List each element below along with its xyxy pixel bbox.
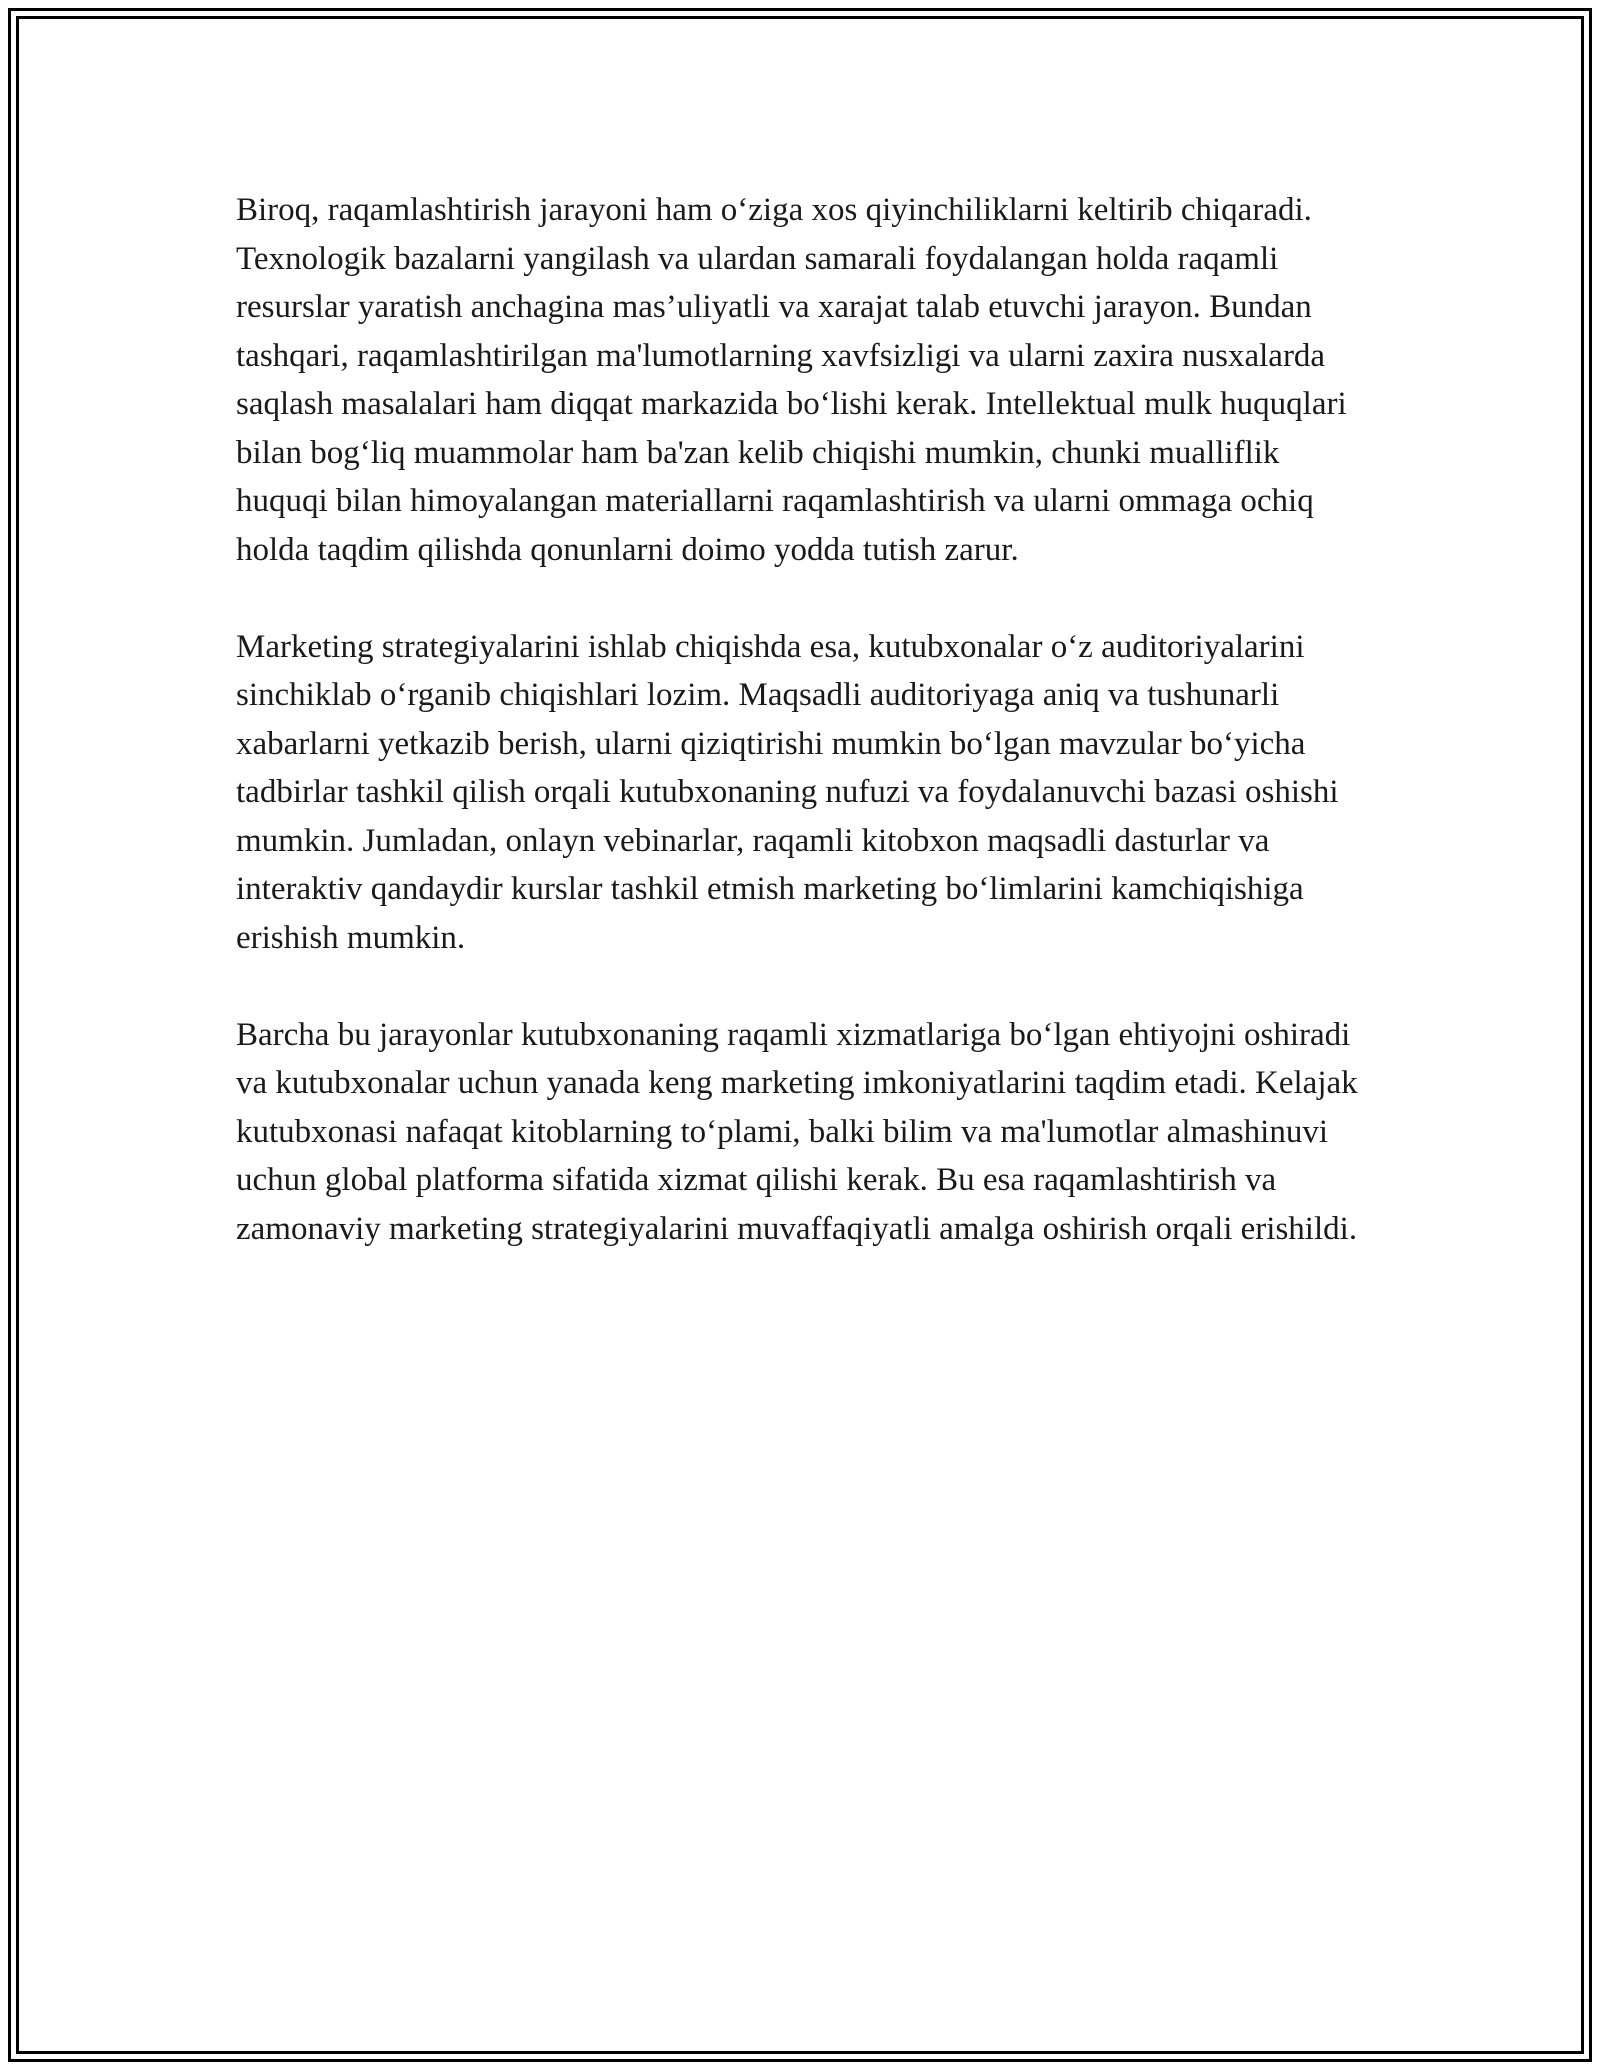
paragraph-1: Biroq, raqamlashtirish jarayoni ham o‘ziga xos qiyinchiliklarni keltirib chiqaradi. Texnologik bazalarni yangilash va ulardan samarali foydalangan holda raqamli resurslar yaratish anchagina mas’uliyatli va xarajat talab etuvchi jarayon. Bundan tashqari, raqamlashtirilgan ma'lumotlarning xavfsizligi va ularni zaxira nusxalarda saqlash masalalari ham diqqat markazida bo‘lishi kerak. Intellektual mulk huquqlari bilan bog‘liq muammolar ham ba'zan kelib chiqishi mumkin, chunki mualliflik huquqi bilan himoyalangan materiallarni raqamlashtirish va ularni ommaga ochiq holda taqdim qilishda qonunlarni doimo yodda tutish zarur. xyxy=(236,192,1347,568)
document-body xyxy=(236,186,1376,1302)
paragraph-2: Marketing strategiyalarini ishlab chiqishda esa, kutubxonalar o‘z auditoriyalarini sinchiklab o‘rganib chiqishlari lozim. Maqsadli auditoriyaga aniq va tushunarli xabarlarni yetkazib berish, ularni qiziqtirishi mumkin bo‘lgan mavzular bo‘yicha tadbirlar tashkil qilish orqali kutubxonaning nufuzi va foydalanuvchi bazasi oshishi mumkin. Jumladan, onlayn vebinarlar, raqamli kitobxon maqsadli dasturlar va interaktiv qandaydir kurslar tashkil etmish marketing bo‘limlarini kamchiqishiga erishish mumkin. xyxy=(236,628,1339,956)
paragraph-3: Barcha bu jarayonlar kutubxonaning raqamli xizmatlariga bo‘lgan ehtiyojni oshiradi va kutubxonalar uchun yanada keng marketing imkoniyatlarini taqdim etadi. Kelajak kutubxonasi nafaqat kitoblarning to‘plami, balki bilim va ma'lumotlar almashinuvi uchun global platforma sifatida xizmat qilishi kerak. Bu esa raqamlashtirish va zamonaviy marketing strategiyalarini muvaffaqiyatli amalga oshirish orqali erishildi. xyxy=(236,1016,1358,1247)
